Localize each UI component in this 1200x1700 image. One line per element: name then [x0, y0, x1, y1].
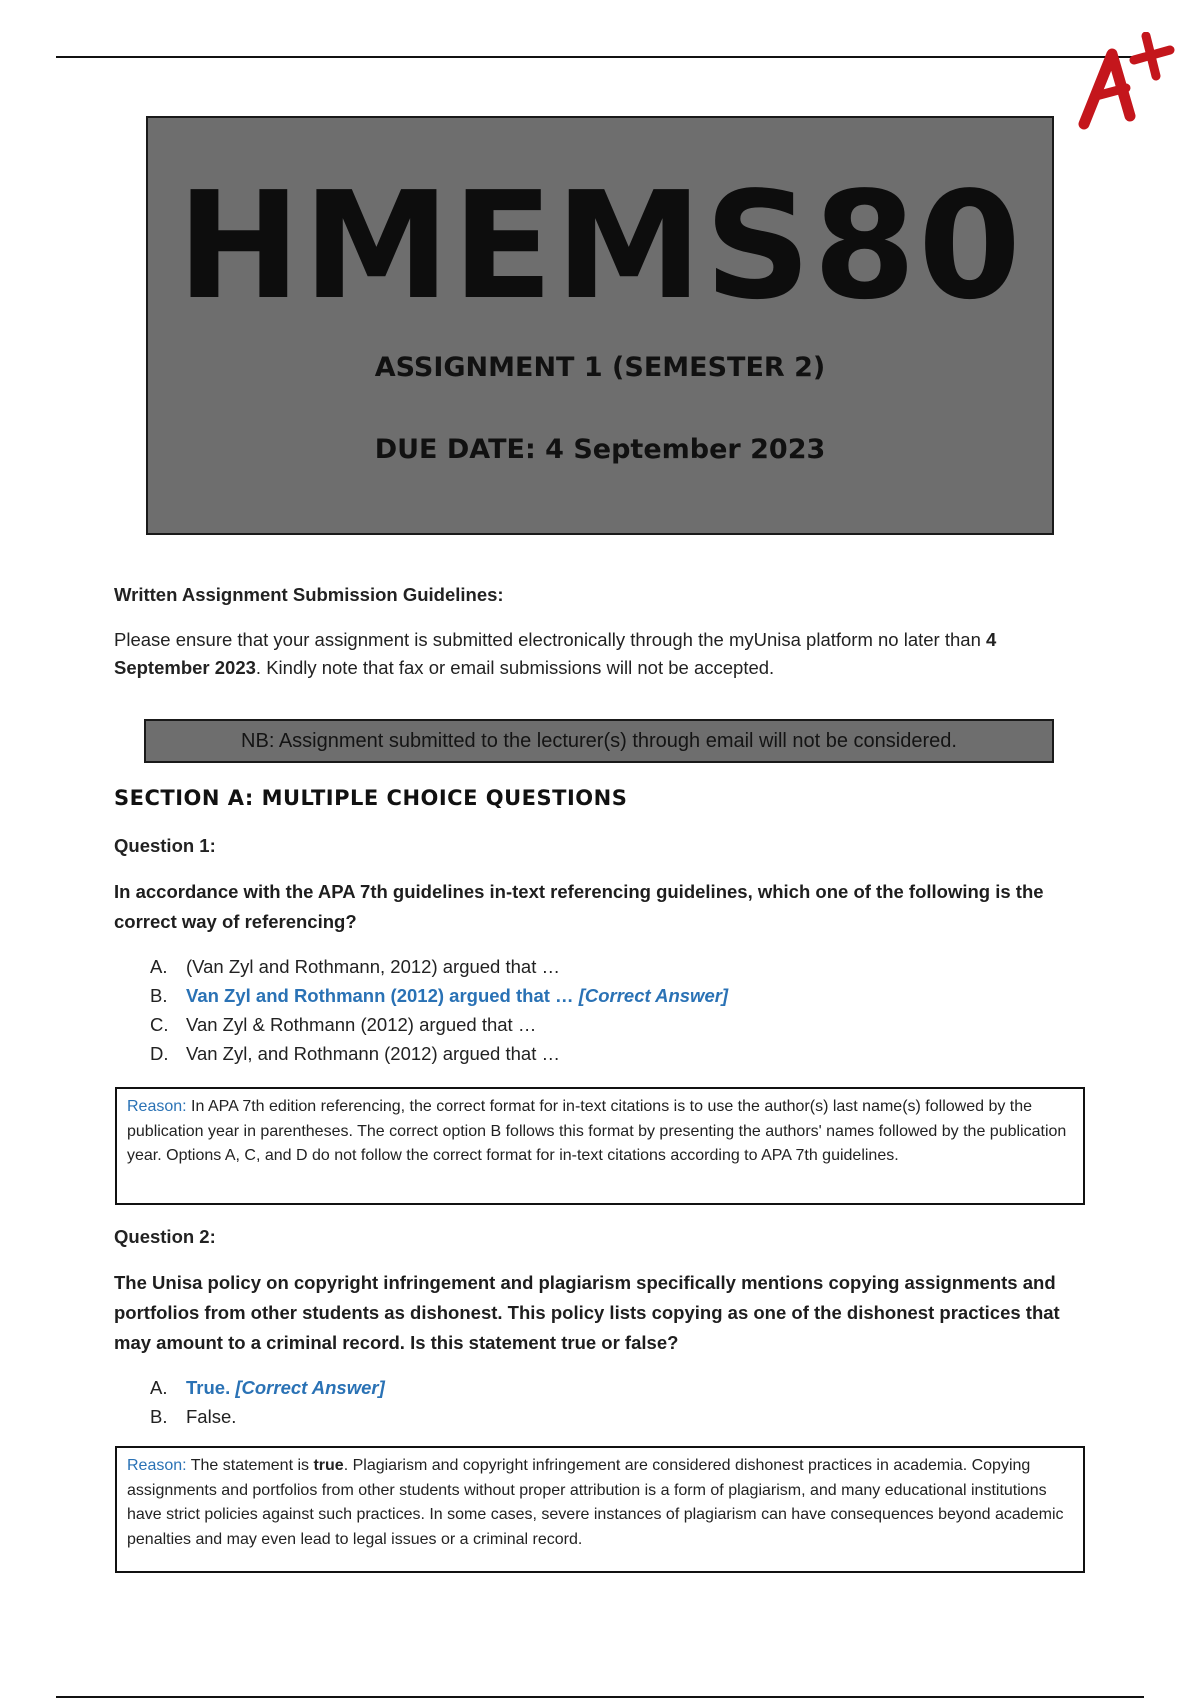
guidelines-title: Written Assignment Submission Guidelines:: [114, 584, 504, 605]
header-rule: [56, 56, 1144, 58]
question-1-text: In accordance with the APA 7th guidelines in-text referencing guidelines, which one of the following is the correct way of referencing?: [114, 881, 1044, 932]
question-1-reason-box: [115, 1087, 1085, 1205]
footer-rule: [56, 1696, 1144, 1698]
option-text: Van Zyl & Rothmann (2012) argued that …: [186, 1014, 537, 1035]
correct-option-text: [186, 981, 728, 1010]
notice-box: NB: Assignment submitted to the lecturer(s) through email will not be considered.: [144, 719, 1054, 763]
option-letter: A.: [150, 956, 168, 977]
option-text: True.: [186, 1377, 236, 1398]
option-letter: C.: [150, 1014, 169, 1035]
option-text: Van Zyl, and Rothmann (2012) argued that …: [186, 1043, 560, 1064]
reason-text: In APA 7th edition referencing, the correct format for in-text citations is to use the author(s) last name(s) followed by the publication year in parentheses. The correct option B follows this format by presenting the authors' names followed by the publication year. Options A, C, and D do not follow the correct format for in-text citations according to APA 7th guidelines.: [127, 1098, 1067, 1164]
option-a: [150, 952, 728, 981]
grade-stamp-icon: [1070, 32, 1180, 142]
question-2-reason-box: [115, 1446, 1085, 1573]
course-code: HMEMS80: [176, 160, 1024, 332]
correct-answer-tag: [Correct Answer]: [578, 985, 729, 1006]
section-title: SECTION A: MULTIPLE CHOICE QUESTIONS: [114, 786, 628, 810]
option-letter: D.: [150, 1043, 169, 1064]
due-date: DUE DATE: 4 September 2023: [374, 434, 826, 465]
guidelines-date: 4 September 2023: [114, 629, 997, 678]
correct-answer-tag: [Correct Answer]: [235, 1377, 385, 1398]
option-text: Van Zyl and Rothmann (2012) argued that …: [186, 985, 579, 1006]
question-2-text: The Unisa policy on copyright infringement and plagiarism specifically mentions copying assignments and portfolios from other students as dishonest. This policy lists copying as one of the dishonest practices that may amount to a criminal record. Is this statement true or false?: [114, 1272, 1060, 1353]
question-1-label: Question 1:: [114, 835, 216, 856]
reason-label: Reason:: [127, 1457, 187, 1474]
guidelines-text-part: Please ensure that your assignment is submitted electronically through the myUnisa platform no later than: [114, 629, 987, 650]
option-letter: B.: [150, 985, 168, 1006]
guidelines-text: [114, 626, 1094, 682]
option-c: [150, 1010, 728, 1039]
reason-text: The statement is: [186, 1457, 314, 1474]
option-b: [150, 1402, 385, 1431]
correct-option-text: [186, 1373, 385, 1402]
question-2-options: [150, 1373, 385, 1431]
option-letter: A.: [150, 1377, 168, 1398]
option-text: (Van Zyl and Rothmann, 2012) argued that …: [186, 956, 560, 977]
assignment-title: ASSIGNMENT 1 (SEMESTER 2): [374, 352, 826, 383]
question-2-label: Question 2:: [114, 1226, 216, 1247]
reason-emphasis: true: [313, 1457, 344, 1474]
option-b: [150, 981, 728, 1010]
option-a: [150, 1373, 385, 1402]
option-text: False.: [186, 1406, 237, 1427]
reason-text: . Plagiarism and copyright infringement are considered dishonest practices in academia. Copying assignments and portfolios from other students without proper attribution is a form of plagiarism, and many educational institutions have strict policies against such practices. In some cases, severe instances of plagiarism can have consequences beyond academic penalties and may even lead to legal issues or a criminal record.: [127, 1457, 1064, 1548]
guidelines-text-part: . Kindly note that fax or email submissions will not be accepted.: [255, 657, 775, 678]
option-letter: B.: [150, 1406, 168, 1427]
option-d: [150, 1039, 728, 1068]
cover-box: [146, 116, 1054, 535]
reason-label: Reason:: [127, 1098, 187, 1115]
question-1-options: [150, 952, 728, 1068]
